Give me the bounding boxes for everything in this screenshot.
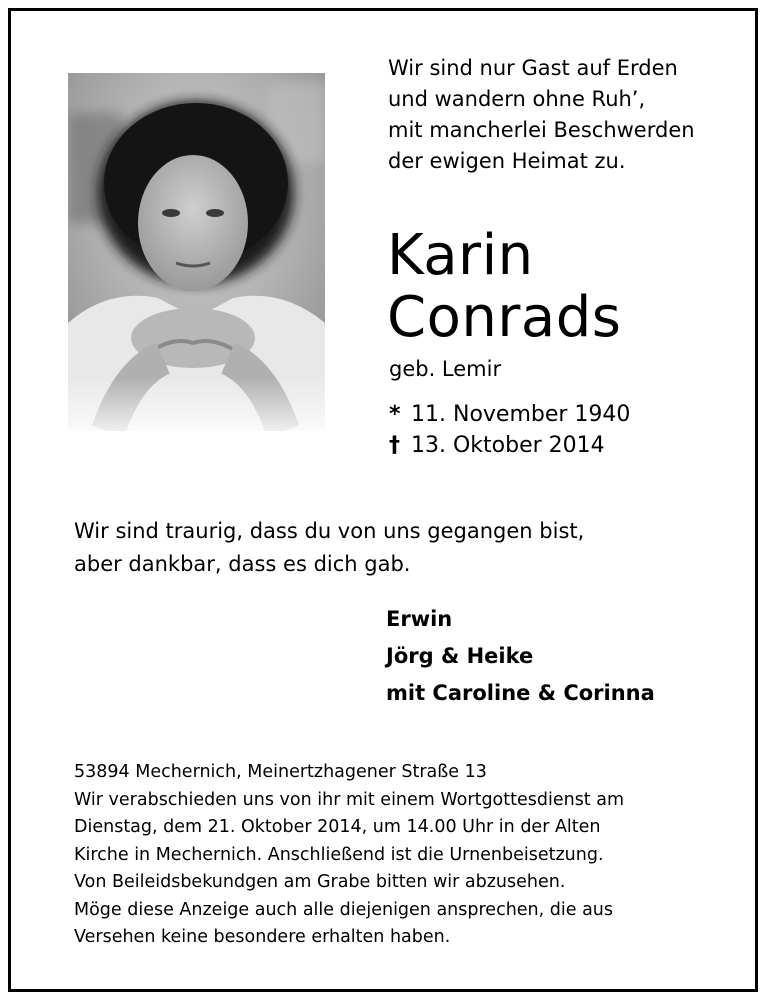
notice-line: Wir verabschieden uns von ihr mit einem Wortgottesdienst am [74,789,625,810]
consolation-line: Wir sind traurig, dass du von uns gegangen bist, [74,519,585,543]
consolation-line: aber dankbar, dass es dich gab. [74,552,411,576]
maiden-name: geb. Lemir [389,357,502,381]
obituary-frame [8,8,758,992]
mourner: Erwin [386,607,453,631]
poem-line: Wir sind nur Gast auf Erden [388,56,678,80]
birth-star-icon: * [389,402,401,427]
poem-line: mit mancherlei Beschwerden [388,118,695,142]
mourners-list [386,601,655,712]
birth-date-row [389,399,630,430]
portrait-photo [68,73,325,431]
first-name: Karin [387,223,534,288]
poem-line: und wandern ohne Ruh’, [388,87,646,111]
deceased-name [387,225,621,349]
poem [388,53,695,177]
birth-date: 11. November 1940 [411,402,631,427]
funeral-notice [74,759,624,952]
notice-line: Von Beileidsbekundgen am Grabe bitten wir abzusehen. [74,872,566,892]
notice-line: Möge diese Anzeige auch alle diejenigen ansprechen, die aus [74,899,614,920]
last-name: Conrads [387,285,622,350]
notice-line: Kirche in Mechernich. Anschließend ist die Urnenbeisetzung. [74,844,604,865]
notice-line: Dienstag, dem 21. Oktober 2014, um 14.00 Uhr in der Alten [74,817,601,837]
life-dates [389,399,630,461]
death-date-row [389,430,630,461]
mourner: mit Caroline & Corinna [386,681,655,705]
poem-line: der ewigen Heimat zu. [388,149,626,173]
notice-line: Versehen keine besondere erhalten haben. [74,927,451,947]
address: 53894 Mechernich, Meinertzhagener Straße 13 [74,762,487,782]
consolation-text [74,515,584,581]
death-date: 13. Oktober 2014 [411,433,605,458]
death-cross-icon: † [389,433,400,458]
mourner: Jörg & Heike [386,644,534,668]
portrait-image [68,73,325,431]
